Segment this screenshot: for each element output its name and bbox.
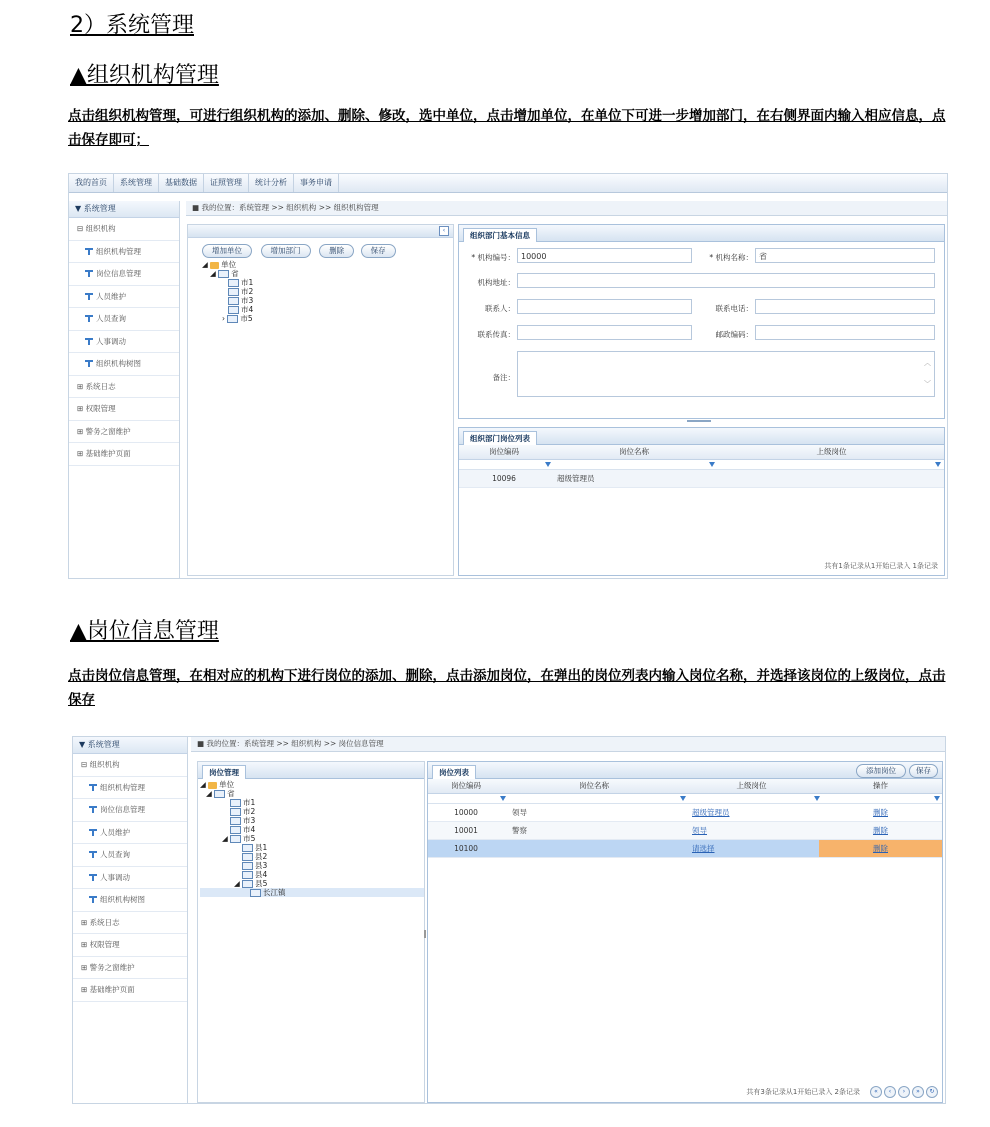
menu-item-icon: [85, 360, 93, 368]
left-menu-item-label: ⊞ 权限管理: [81, 940, 120, 949]
tree-node-root[interactable]: ◢ 单位: [200, 780, 235, 789]
post-tree-panel: [197, 761, 425, 1103]
left-menu-item-label: ⊞ 权限管理: [77, 404, 116, 413]
phone-input[interactable]: [755, 299, 935, 314]
left-menu-item[interactable]: [69, 263, 179, 286]
tree-node-county[interactable]: ◢ 县5: [234, 879, 268, 888]
node-icon: [227, 315, 238, 323]
save-button[interactable]: 保存: [909, 764, 938, 778]
add-unit-button[interactable]: 增加单位: [202, 244, 252, 258]
left-menu-item-label: ⊞ 基础维护页面: [77, 449, 131, 458]
scroll-up-icon[interactable]: ︿: [924, 359, 931, 367]
cell-post-code: 10000: [454, 808, 478, 817]
left-menu-item[interactable]: [73, 979, 187, 1002]
breadcrumb-text: ■ 我的位置：系统管理 >> 组织机构 >> 岗位信息管理: [191, 737, 945, 752]
left-menu-item[interactable]: [69, 443, 179, 466]
left-menu-item[interactable]: [69, 331, 179, 354]
filter-icon[interactable]: [545, 462, 551, 467]
tree-node-root[interactable]: ◢ 单位: [202, 260, 237, 269]
tree-node-city[interactable]: ◢ 市5: [222, 834, 256, 843]
first-page-icon[interactable]: «: [870, 1086, 882, 1098]
left-menu-item[interactable]: [73, 912, 187, 935]
post-tree-tab[interactable]: 岗位管理: [202, 765, 246, 779]
menu-item-icon: [89, 874, 97, 882]
cell-post-name: 警察: [512, 826, 527, 835]
node-icon: [228, 279, 239, 287]
tree-node-county[interactable]: 县1: [200, 843, 424, 852]
window-bar: [907, 173, 929, 174]
node-icon: [230, 799, 241, 807]
zip-input[interactable]: [755, 325, 935, 340]
section-heading: 2）系统管理: [70, 13, 194, 38]
contact-input[interactable]: [517, 299, 692, 314]
cell-post-name: 超级管理员: [557, 474, 595, 483]
node-icon: [242, 853, 253, 861]
tree-node-county[interactable]: 县3: [200, 861, 424, 870]
node-icon: [214, 790, 225, 798]
cell-post-code: 10096: [492, 474, 516, 483]
left-menu-item[interactable]: [73, 889, 187, 912]
menu-item-icon: [85, 338, 93, 346]
org-name-input[interactable]: 省: [755, 248, 935, 263]
sub2-paragraph: 点击岗位信息管理，在相对应的机构下进行岗位的添加、删除，点击添加岗位，在弹出的岗位列表内输入岗位名称，并选择该岗位的上级岗位，点击保存: [68, 668, 946, 708]
screenshot-post-management: [72, 736, 946, 1104]
tree-node-city[interactable]: 市2: [202, 287, 453, 296]
left-menu-item-label: ⊞ 系统日志: [77, 381, 116, 391]
left-menu-item-label: ⊞ 系统日志: [81, 917, 120, 927]
remark-textarea[interactable]: [517, 351, 935, 397]
node-icon: [230, 826, 241, 834]
org-tree-panel: [187, 224, 454, 576]
collapse-icon[interactable]: ‹: [439, 226, 449, 236]
filter-icon[interactable]: [934, 796, 940, 801]
contact-label: 联系人：: [485, 304, 515, 313]
filter-icon[interactable]: [814, 796, 820, 801]
grid-footer: 共有1条记录从1开始已录入 1条记录: [824, 562, 938, 570]
left-menu-item-label: ⊞ 警务之窗维护: [77, 426, 131, 436]
org-address-input[interactable]: [517, 273, 935, 288]
tree-node-province[interactable]: ◢ 省: [206, 789, 235, 798]
nav-home[interactable]: 我的首页: [69, 174, 114, 192]
org-info-tab[interactable]: 组织部门基本信息: [463, 228, 537, 242]
next-page-icon[interactable]: ›: [898, 1086, 910, 1098]
post-list-tab[interactable]: 组织部门岗位列表: [463, 431, 537, 445]
post-list-header: [428, 762, 942, 779]
node-icon: [228, 288, 239, 296]
left-menu-item-label: 人事调动: [96, 336, 126, 346]
tree-node-city[interactable]: 市4: [200, 825, 424, 834]
org-code-label: * 机构编号：: [471, 253, 515, 262]
left-menu-item[interactable]: [73, 957, 187, 980]
table-row[interactable]: [428, 822, 942, 840]
breadcrumb: [186, 201, 947, 215]
left-menu-item[interactable]: [73, 777, 187, 800]
grid-header: [459, 445, 944, 460]
left-menu: [69, 201, 180, 578]
left-menu-item-label: 组织机构管理: [100, 782, 145, 792]
nav-system[interactable]: 系统管理: [114, 174, 159, 192]
left-menu-item-label: 人员查询: [100, 850, 130, 859]
org-info-panel: [458, 224, 945, 419]
tree-node-county[interactable]: 县2: [200, 852, 424, 861]
left-menu-item-label: ⊞ 基础维护页面: [81, 985, 135, 994]
menu-item-icon: [89, 851, 97, 859]
sub1-heading: ▲组织机构管理: [70, 63, 219, 88]
nav-affairs[interactable]: 事务申请: [294, 174, 339, 192]
delete-link[interactable]: 删除: [873, 808, 888, 817]
col-operation[interactable]: 操作: [873, 781, 888, 790]
org-tree: [188, 258, 453, 323]
tree-node-city[interactable]: 市3: [200, 816, 424, 825]
sub2-heading: ▲岗位信息管理: [70, 619, 219, 644]
filter-row: [459, 460, 944, 470]
tree-node-city[interactable]: › 市5: [222, 314, 253, 323]
filter-row: [428, 794, 942, 804]
filter-icon[interactable]: [500, 796, 506, 801]
cell-parent-post-link[interactable]: 超级管理员: [692, 808, 730, 817]
node-icon: [230, 808, 241, 816]
left-menu-item[interactable]: [73, 799, 187, 822]
tree-node-city[interactable]: 市1: [202, 278, 453, 287]
post-tree: [198, 779, 424, 897]
tree-node-city[interactable]: 市1: [200, 798, 424, 807]
tree-node-city[interactable]: 市4: [202, 305, 453, 314]
node-icon: [228, 297, 239, 305]
grid-footer: 共有3条记录从1开始已录入 2条记录: [746, 1088, 860, 1096]
delete-link[interactable]: 删除: [873, 826, 888, 835]
tree-node-city[interactable]: 市3: [202, 296, 453, 305]
filter-icon[interactable]: [935, 462, 941, 467]
scroll-down-icon[interactable]: ﹀: [924, 380, 931, 388]
left-menu-item[interactable]: [69, 398, 179, 421]
left-menu-item[interactable]: [73, 934, 187, 957]
post-list-header: [459, 428, 944, 445]
node-icon: [230, 835, 241, 843]
tree-node-city[interactable]: 市2: [200, 807, 424, 816]
menu-item-icon: [89, 784, 97, 792]
menu-item-icon: [89, 896, 97, 904]
top-nav: [69, 174, 947, 193]
left-menu-item[interactable]: [69, 308, 179, 331]
node-icon: [230, 817, 241, 825]
menu-item-icon: [89, 806, 97, 814]
table-row[interactable]: [428, 804, 942, 822]
remark-label: 备注：: [492, 373, 515, 382]
delete-link[interactable]: 删除: [819, 840, 942, 857]
cell-post-name: 领导: [512, 808, 527, 817]
left-menu-item[interactable]: [73, 822, 187, 845]
col-parent-post[interactable]: 上级岗位: [736, 781, 767, 790]
prev-page-icon[interactable]: ‹: [884, 1086, 896, 1098]
nav-basic-data[interactable]: 基础数据: [159, 174, 204, 192]
left-menu-title[interactable]: ▼ 系统管理: [73, 737, 187, 754]
left-menu-item[interactable]: [69, 286, 179, 309]
left-menu-item-label: 组织机构管理: [96, 246, 141, 256]
zip-label: 邮政编码：: [715, 330, 753, 339]
left-menu-item[interactable]: [73, 754, 187, 777]
pager: [746, 1086, 938, 1098]
nav-statistics[interactable]: 统计分析: [249, 174, 294, 192]
org-name-label: * 机构名称：: [709, 253, 753, 262]
left-menu-item-label: 人事调动: [100, 872, 130, 882]
cell-post-code: 10001: [454, 826, 478, 835]
screenshot-org-management: [68, 173, 948, 579]
left-menu-item[interactable]: [69, 376, 179, 399]
left-menu-items: [69, 218, 179, 466]
left-menu-items: [73, 754, 187, 1002]
menu-item-icon: [89, 829, 97, 837]
post-list-tab[interactable]: 岗位列表: [432, 765, 476, 779]
left-menu-item-label: 组织机构树图: [100, 895, 145, 904]
cell-parent-post-link[interactable]: 领导: [692, 826, 707, 835]
org-code-input[interactable]: 10000: [517, 248, 692, 263]
cell-post-code: 10100: [454, 844, 478, 853]
left-menu-item[interactable]: [73, 867, 187, 890]
fax-input[interactable]: [517, 325, 692, 340]
post-list-panel: [458, 427, 945, 576]
node-icon: [218, 270, 229, 278]
org-address-label: 机构地址：: [477, 278, 515, 287]
left-menu: [73, 737, 188, 1103]
filter-icon[interactable]: [709, 462, 715, 467]
nav-license[interactable]: 证照管理: [204, 174, 249, 192]
menu-item-icon: [85, 270, 93, 278]
post-tree-header: [198, 762, 424, 779]
table-row-selected[interactable]: [428, 840, 942, 858]
menu-item-icon: [85, 248, 93, 256]
tree-node-town[interactable]: 长江镇: [200, 888, 424, 897]
left-menu-item[interactable]: [73, 844, 187, 867]
col-post-code[interactable]: 岗位编码: [489, 447, 519, 456]
left-menu-item[interactable]: [69, 353, 179, 376]
phone-label: 联系电话：: [715, 304, 753, 313]
left-menu-item[interactable]: [69, 421, 179, 444]
col-post-code[interactable]: 岗位编码: [451, 781, 481, 790]
folder-icon: [210, 262, 219, 269]
table-row[interactable]: [459, 470, 944, 488]
org-info-header: [459, 225, 944, 242]
left-menu-item[interactable]: [69, 218, 179, 241]
left-menu-item-label: 人员维护: [96, 291, 126, 301]
left-menu-item-label: 组织机构树图: [96, 359, 141, 368]
left-menu-item-label: 人员维护: [100, 827, 130, 837]
col-post-name[interactable]: 岗位名称: [579, 781, 609, 790]
tree-toolbar: [188, 238, 453, 258]
folder-icon: [208, 782, 217, 789]
add-dept-button[interactable]: 增加部门: [261, 244, 311, 258]
menu-item-icon: [85, 315, 93, 323]
tree-node-province[interactable]: ◢ 省: [210, 269, 239, 278]
breadcrumb: [191, 737, 945, 751]
node-icon: [242, 871, 253, 879]
add-post-button[interactable]: 添加岗位: [856, 764, 906, 778]
node-icon: [242, 844, 253, 852]
left-menu-item-label: 岗位信息管理: [100, 805, 145, 814]
fax-label: 联系传真：: [477, 330, 515, 339]
menu-item-icon: [85, 293, 93, 301]
tree-node-county[interactable]: 县4: [200, 870, 424, 879]
breadcrumb-text: ■ 我的位置：系统管理 >> 组织机构 >> 组织机构管理: [186, 201, 947, 216]
node-icon: [242, 880, 253, 888]
left-menu-item-label: 岗位信息管理: [96, 269, 141, 278]
node-icon: [242, 862, 253, 870]
left-menu-item-label: ⊟ 组织机构: [81, 760, 120, 769]
delete-button[interactable]: 删除: [319, 244, 354, 258]
splitter-handle[interactable]: [424, 930, 426, 938]
cell-parent-post-link[interactable]: 请选择: [692, 844, 715, 853]
tree-panel-header: [188, 225, 453, 238]
last-page-icon[interactable]: »: [912, 1086, 924, 1098]
refresh-icon[interactable]: ↻: [926, 1086, 938, 1098]
filter-icon[interactable]: [680, 796, 686, 801]
splitter-handle[interactable]: [687, 420, 711, 422]
left-menu-title[interactable]: ▼ 系统管理: [69, 201, 179, 218]
col-post-name[interactable]: 岗位名称: [619, 447, 649, 456]
post-list-panel: [427, 761, 943, 1103]
left-menu-item-label: ⊞ 警务之窗维护: [81, 962, 135, 972]
node-icon: [250, 889, 261, 897]
sub1-paragraph: 点击组织机构管理，可进行组织机构的添加、删除、修改，选中单位，点击增加单位，在单位下可进一步增加部门，在右侧界面内输入相应信息，点击保存即可；: [68, 108, 946, 148]
col-parent-post[interactable]: 上级岗位: [816, 447, 847, 456]
left-menu-item-label: 人员查询: [96, 314, 126, 323]
left-menu-item[interactable]: [69, 241, 179, 264]
left-menu-item-label: ⊟ 组织机构: [77, 224, 116, 233]
node-icon: [228, 306, 239, 314]
save-button[interactable]: 保存: [361, 244, 396, 258]
grid-header: [428, 779, 942, 794]
